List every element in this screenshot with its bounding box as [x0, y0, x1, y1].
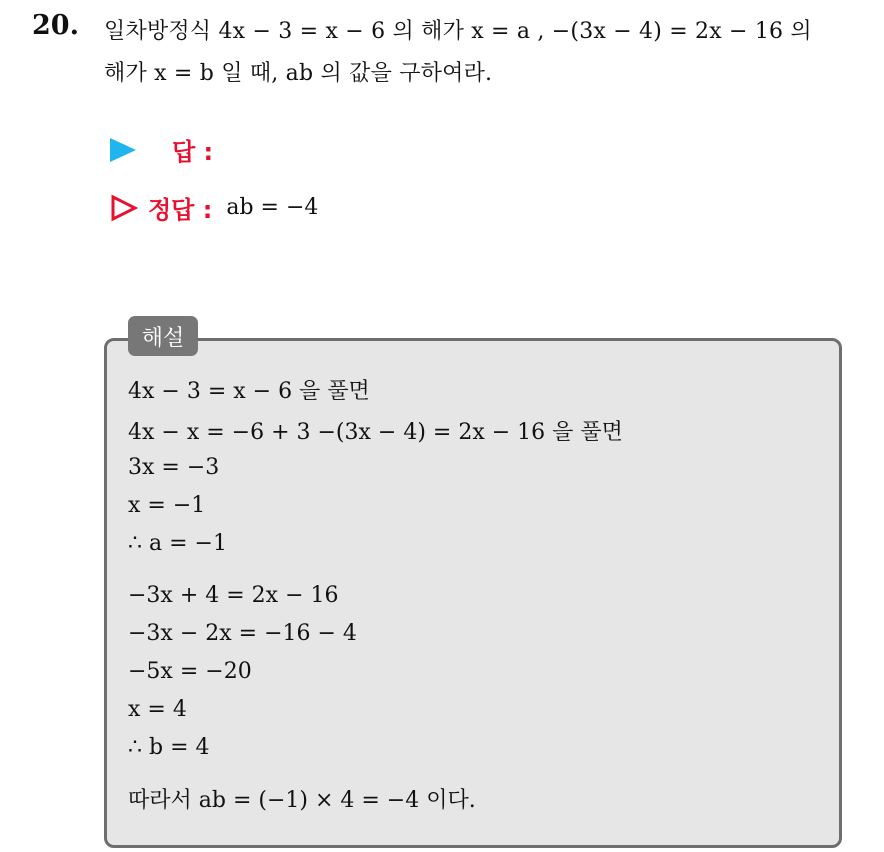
- solution-line: −5x = −20: [128, 659, 252, 684]
- question-text-line-1: 일차방정식 4x − 3 = x − 6 의 해가 x = a , −(3x − 4) = 2x − 16 의: [104, 19, 812, 44]
- solution-line: 4x − 3 = x − 6 을 풀면: [128, 379, 370, 404]
- solution-line: 3x = −3: [128, 455, 220, 480]
- solution-line: x = 4: [128, 697, 187, 722]
- filled-triangle-icon: [110, 138, 136, 162]
- answer-blank-row: [110, 132, 213, 167]
- solution-line: −3x + 4 = 2x − 16: [128, 583, 339, 608]
- question-number: 20.: [32, 10, 79, 41]
- correct-answer-label: 정답 :: [148, 196, 213, 224]
- solution-conclusion: 따라서 ab = (−1) × 4 = −4 이다.: [128, 788, 476, 813]
- solution-tab: 해설: [128, 316, 198, 356]
- solution-line: x = −1: [128, 493, 206, 518]
- solution-line: −3x − 2x = −16 − 4: [128, 621, 357, 646]
- answer-label: 답 :: [172, 138, 214, 166]
- solution-line: ∴ b = 4: [128, 735, 210, 760]
- outline-triangle-icon: [110, 194, 138, 222]
- question-text-line-2: 해가 x = b 일 때, ab 의 값을 구하여라.: [104, 61, 493, 86]
- solution-line: 4x − x = −6 + 3 −(3x − 4) = 2x − 16 을 풀면: [128, 420, 623, 445]
- correct-answer-row: [110, 190, 318, 225]
- correct-answer-value: ab = −4: [226, 195, 319, 220]
- solution-line: ∴ a = −1: [128, 531, 227, 556]
